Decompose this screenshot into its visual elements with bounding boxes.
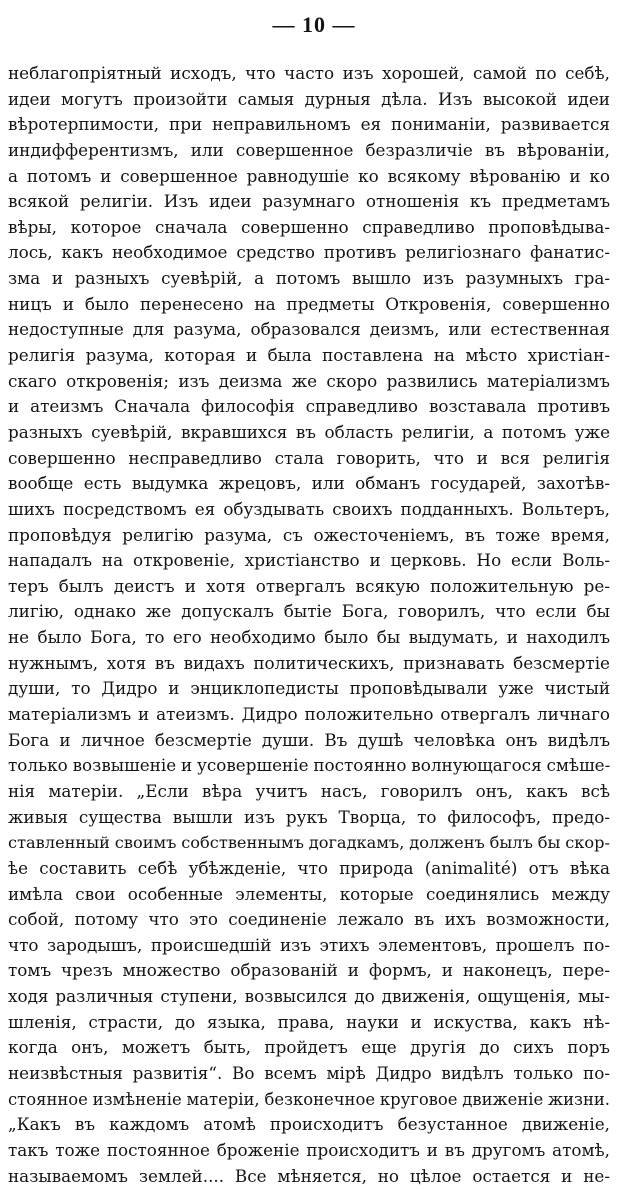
text-line: когда онъ, можетъ быть, пройдетъ еще другія до сихъ поръ	[8, 1037, 610, 1058]
text-line: всякой религіи. Изъ идеи разумнаго отношенія къ предметамъ	[8, 191, 610, 212]
text-line: нужнымъ, хотя въ видахъ политическихъ, признавать безсмертіе	[8, 652, 610, 673]
text-line: называемомъ землей.... Все мѣняется, но цѣлое остается и не-	[8, 1165, 610, 1186]
text-line: собой, потому что это соединеніе лежало въ ихъ возможности,	[8, 909, 610, 930]
text-line: стоянное измѣненіе матеріи, безконечное круговое движеніе жизни.	[8, 1089, 610, 1109]
text-line: проповѣдуя религію разума, съ ожесточеніемъ, въ тоже время,	[8, 524, 610, 545]
text-line: ницъ и было перенесено на предметы Откровенія, совершенно	[8, 293, 610, 314]
text-line: неблагопріятный исходъ, что часто изъ хорошей, самой по себѣ,	[8, 63, 610, 83]
text-line: вообще есть выдумка жрецовъ, или обманъ государей, захотѣв-	[8, 473, 610, 494]
text-line: не было Бога, то его необходимо было бы выдумать, и находилъ	[8, 627, 610, 648]
text-line: а потомъ и совершенное равнодушіе ко всякому вѣрованію и ко	[8, 165, 610, 186]
text-line: разныхъ суевѣрій, вкравшихся въ область религіи, а потомъ уже	[8, 421, 610, 442]
text-line: матеріализмъ и атеизмъ. Дидро положительно отвергалъ личнаго	[8, 704, 610, 725]
text-line: и атеизмъ Сначала философія справедливо возставала противъ	[8, 396, 610, 417]
text-line: индифферентизмъ, или совершенное безразличіе въ вѣрованіи,	[8, 139, 610, 160]
text-line: живыя существа вышли изъ рукъ Творца, то философъ, предо-	[8, 806, 610, 827]
text-line: вѣры, которое сначала совершенно справедливо проповѣдыва-	[8, 216, 610, 237]
text-line: „Какъ въ каждомъ атомѣ происходитъ безустанное движеніе,	[8, 1114, 610, 1135]
text-line: только возвышеніе и усовершеніе постоянно волнующагося смѣше-	[8, 755, 610, 776]
text-line: нія матеріи. „Если вѣра учитъ насъ, говорилъ онъ, какъ всѣ	[8, 780, 610, 801]
text-line: вѣротерпимости, при неправильномъ ея пониманіи, развивается	[8, 114, 610, 135]
text-line: ходя различныя ступени, возвысился до движенія, ощущенія, мы-	[8, 986, 610, 1007]
page-number: — 10 —	[272, 12, 356, 37]
text-line: совершенно несправедливо стала говорить, что и вся религія	[8, 447, 610, 468]
text-line: зма и разныхъ суевѣрій, а потомъ вышло изъ разумныхъ гра-	[8, 268, 610, 289]
text-line: нападалъ на откровеніе, христіанство и церковь. Но если Воль-	[8, 550, 610, 571]
text-line: ѣе составить себѣ убѣжденіе, что природа (animalité) отъ вѣка	[8, 857, 610, 878]
text-line: Бога и личное безсмертіе души. Въ душѣ человѣка онъ видѣлъ	[8, 729, 610, 750]
text-line: такъ тоже постоянное броженіе происходитъ и въ другомъ атомѣ,	[8, 1139, 610, 1160]
text-line: идеи могутъ произойти самыя дурныя дѣла. Изъ высокой идеи	[8, 88, 610, 109]
text-line: души, то Дидро и энциклопедисты проповѣдывали уже чистый	[8, 678, 610, 699]
text-line: что зародышъ, происшедшій изъ этихъ элементовъ, прошелъ по-	[8, 934, 610, 955]
text-line: недоступные для разума, образовался деизмъ, или естественная	[8, 319, 610, 340]
text-line: шленія, страсти, до языка, права, науки и искуства, какъ нѣ-	[8, 1011, 610, 1032]
text-line: религія разума, которая и была поставлена на мѣсто христіан-	[8, 345, 610, 366]
body-text	[8, 61, 610, 1189]
text-line: шихъ посредствомъ ея обуздывать своихъ подданныхъ. Вольтеръ,	[8, 498, 610, 519]
text-line: скаго откровенія; изъ деизма же скоро развились матеріализмъ	[8, 370, 610, 391]
text-line: лигію, однако же допускалъ бытіе Бога, говорилъ, что если бы	[8, 601, 610, 622]
text-line: томъ чрезъ множество образованій и формъ, и наконецъ, пере-	[8, 960, 610, 981]
text-line: неизвѣстныя развитія“. Во всемъ мірѣ Дидро видѣлъ только по-	[8, 1062, 610, 1083]
text-line: ставленный своимъ собственнымъ догадкамъ, долженъ былъ бы скор-	[8, 833, 610, 853]
text-line: теръ былъ деистъ и хотя отвергалъ всякую положительную ре-	[8, 575, 610, 596]
text-line: лось, какъ необходимое средство противъ религіознаго фанатис-	[8, 242, 610, 263]
text-line: имѣла свои особенные элементы, которые соединялись между	[8, 883, 610, 904]
